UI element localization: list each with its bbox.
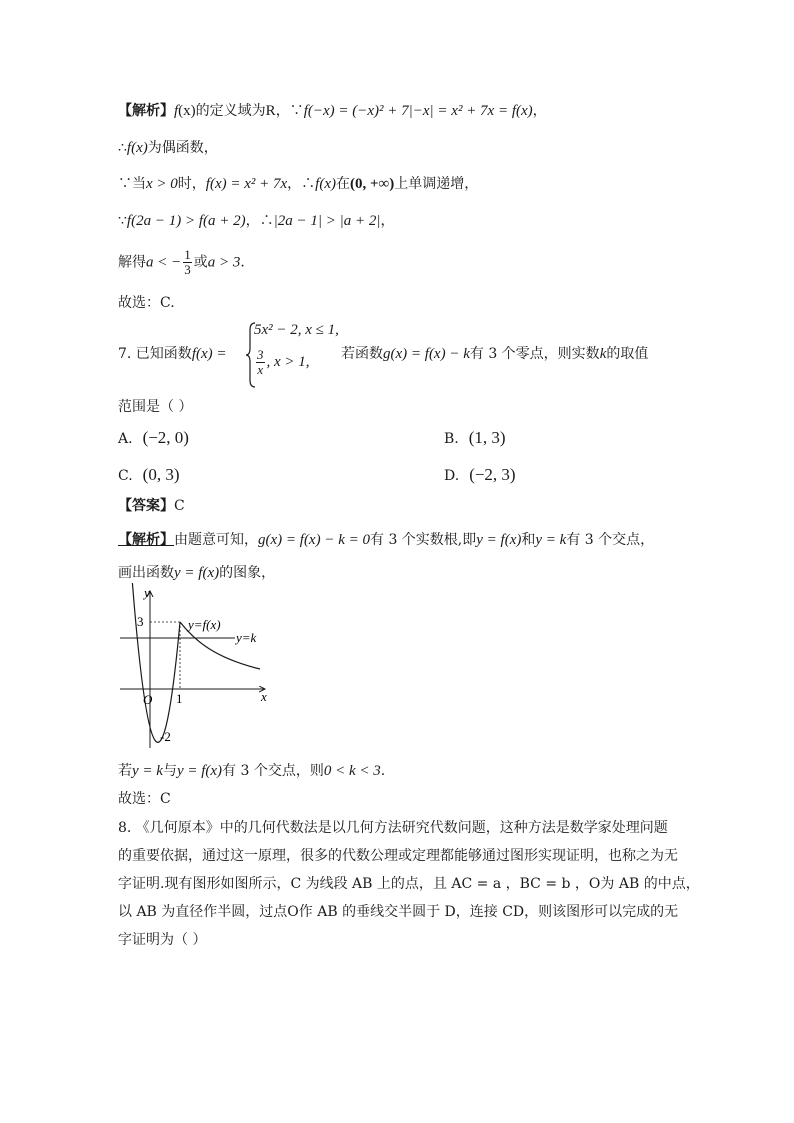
question-8-line-4: 以 AB 为直径作半圆，过点O作 AB 的垂线交半圆于 D，连接 CD，则该图形可以完成的无 <box>118 904 679 920</box>
option-c: C. (0, 3) <box>118 465 180 484</box>
solution-line-3: ∵当x > 0时，f(x) = x² + 7x，∴f(x)在(0, +∞)上单调递增， <box>118 176 479 192</box>
solution-line-2: ∴f(x)为偶函数， <box>118 140 218 156</box>
x-axis-label: x <box>261 689 267 704</box>
piecewise-case-2: $\frac{3}{x}$ , x > 1, <box>257 347 310 377</box>
conclusion-line: 若y = k与y = f(x)有 3 个交点，则0 < k < 3. <box>118 763 386 779</box>
solution-tag: 【解析】 <box>118 103 174 119</box>
answer-line: 【答案】C <box>118 498 185 514</box>
option-d: D. (−2, 3) <box>444 465 516 484</box>
explanation-line-1: 【解析】由题意可知，g(x) = f(x) − k = 0有 3 个实数根,即y = f(x)和y = k有 3 个交点， <box>118 532 655 548</box>
explanation-line-2: 画出函数y = f(x)的图象， <box>118 565 276 581</box>
tick-3-label: 3 <box>137 614 144 629</box>
origin-label: O <box>143 692 153 707</box>
solution-line-5: 解得a < − $\frac{1}{3}$ 或a > 3. <box>118 247 245 277</box>
tick-minus2-label: -2 <box>160 729 171 744</box>
question-7-range: 范围是（ ） <box>118 399 193 415</box>
tick-1-label: 1 <box>176 691 183 706</box>
curve-parabola <box>132 583 180 742</box>
piecewise-case-1: 5x² − 2, x ≤ 1, <box>254 322 339 338</box>
question-7-stem-cont: 若函数g(x) = f(x) − k有 3 个零点，则实数k的取值 <box>341 346 649 362</box>
solution-line-4: ∵f(2a − 1) > f(a + 2)，∴|2a − 1| > |a + 2|， <box>118 213 395 229</box>
option-a: A. (−2, 0) <box>118 428 189 447</box>
function-graph <box>115 583 275 753</box>
curve-label: y=f(x) <box>188 617 221 632</box>
y-axis-label: y <box>144 585 150 600</box>
question-7-stem: 7. 已知函数f(x) = <box>118 346 227 362</box>
select-line-2: 故选：C <box>118 791 171 807</box>
fraction-one-third: $\frac{1}{3}$ <box>184 247 191 277</box>
solution-line-6: 故选：C. <box>118 295 175 311</box>
line-label: y=k <box>236 630 257 645</box>
question-8-line-2: 的重要依据，通过这一原理，很多的代数公理或定理都能够通过图形实现证明，也称之为无 <box>118 848 678 864</box>
solution-line-1: 【解析】f(x)的定义域为R，∵f(−x) = (−x)² + 7|−x| = x² + 7x = f(x)， <box>118 103 547 119</box>
option-b: B. (1, 3) <box>444 428 506 447</box>
question-8-line-1: 8. 《几何原本》中的几何代数法是以几何方法研究代数问题，这种方法是数学家处理问题 <box>118 820 668 836</box>
question-8-line-5: 字证明为（ ） <box>118 932 207 948</box>
question-8-line-3: 字证明.现有图形如图所示，C 为线段 AB 上的点，且 AC = a ，BC = b ，O为 AB 的中点， <box>118 876 700 892</box>
